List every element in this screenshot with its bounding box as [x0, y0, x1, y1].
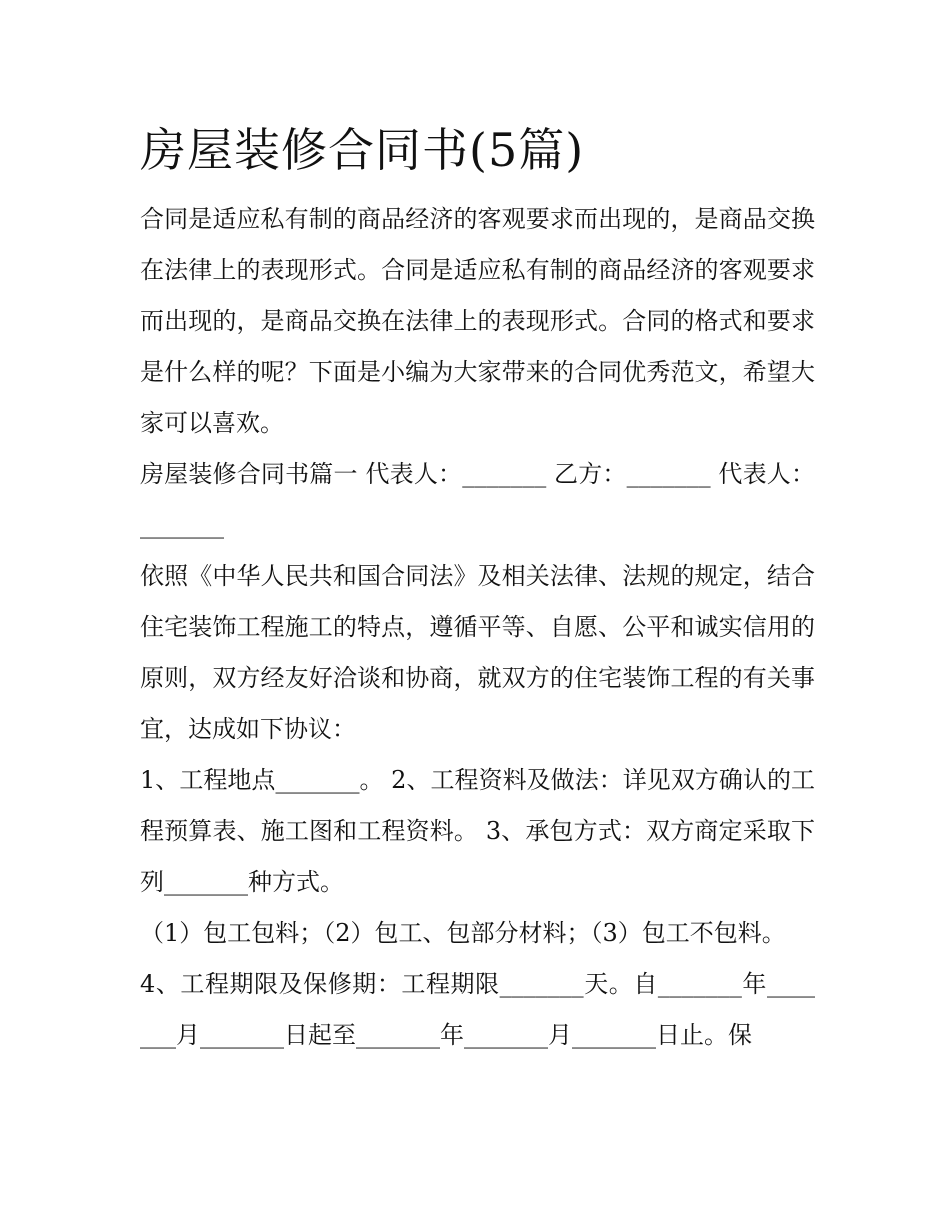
legal-basis-paragraph: 依照《中华人民共和国合同法》及相关法律、法规的规定，结合住宅装饰工程施工的特点，遵循平等、自愿、公平和诚实信用的原则，双方经友好洽谈和协商，就双方的住宅装饰工程的有关事宜，达成如下协议：: [140, 562, 815, 743]
contract-options-paragraph: （1）包工包料；（2）包工、包部分材料；（3）包工不包料。: [140, 919, 786, 947]
intro-paragraph: 合同是适应私有制的商品经济的客观要求而出现的，是商品交换在法律上的表现形式。合同是适应私有制的商品经济的客观要求而出现的，是商品交换在法律上的表现形式。合同的格式和要求是什么样的呢？下面是小编为大家带来的合同优秀范文，希望大家可以喜欢。: [140, 205, 815, 437]
contract-one-parties-paragraph: 房屋装修合同书篇一 代表人：_______ 乙方：_______ 代表人：_______: [140, 460, 815, 539]
clauses-1-3-paragraph: 1、工程地点_______。 2、工程资料及做法：详见双方确认的工程预算表、施工图和工程资料。 3、承包方式：双方商定采取下列_______种方式。: [140, 766, 815, 896]
clause-4-paragraph: 4、工程期限及保修期：工程期限_______天。自_______年_______月_______日起至_______年_______月_______日止。保: [140, 970, 815, 1049]
document-title: 房屋装修合同书(5篇): [140, 123, 585, 177]
document-body: [140, 112, 815, 1061]
